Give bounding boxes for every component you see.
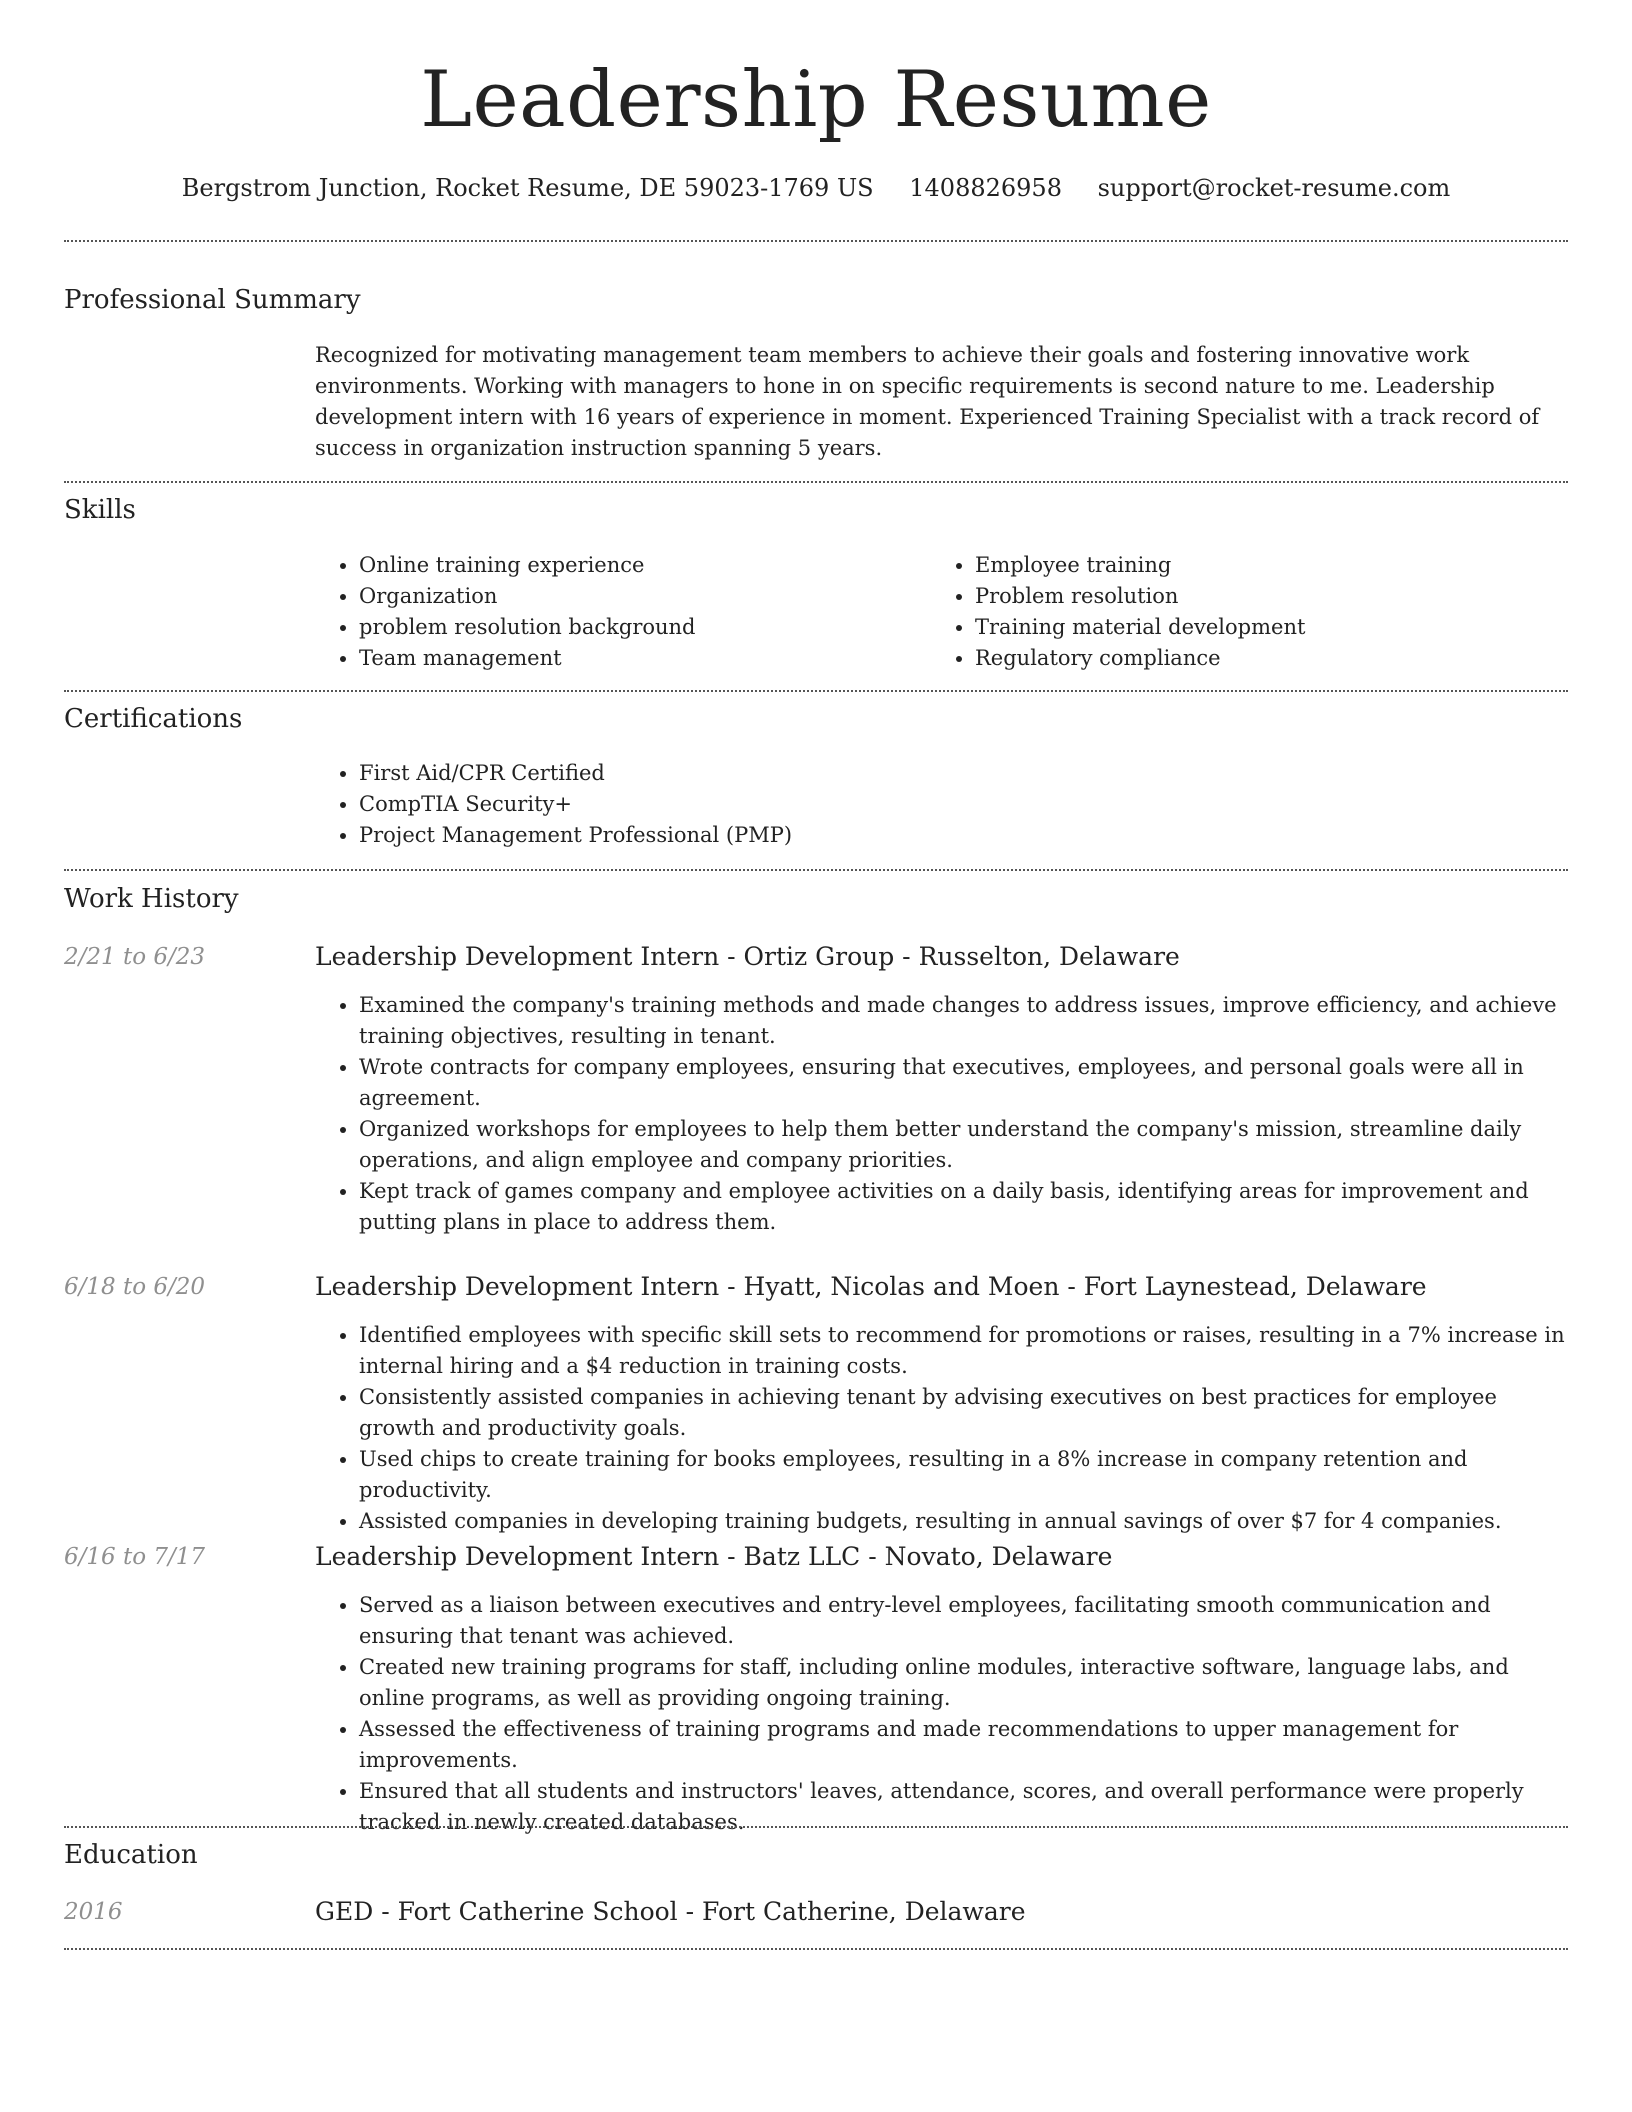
job-bullet: • Kept track of games company and employee activities on a daily basis, identifying areas for improvement and putting plans in place to address them. [359, 1176, 1568, 1238]
certifications-list [315, 758, 1568, 851]
section-heading-education: Education [64, 1840, 198, 1870]
contact-email: support@rocket-resume.com [1097, 174, 1451, 202]
education-year: 2016 [64, 1899, 123, 1925]
skills-column-right [931, 550, 1531, 674]
certification-item: • Project Management Professional (PMP) [359, 820, 1568, 851]
divider [64, 1826, 1568, 1828]
resume-title: Leadership Resume [420, 55, 1212, 145]
skills-column-left [315, 550, 915, 674]
job-bullet: • Assessed the effectiveness of training programs and made recommendations to upper management for improvements. [359, 1714, 1568, 1776]
job-bullet: • Created new training programs for staff, including online modules, interactive software, language labs, and online programs, as well as providing ongoing training. [359, 1652, 1568, 1714]
contact-phone: 1408826958 [909, 174, 1062, 202]
job-title: Leadership Development Intern - Ortiz Group - Russelton, Delaware [315, 942, 1180, 971]
divider [64, 869, 1568, 871]
job-dates: 6/16 to 7/17 [64, 1544, 206, 1570]
job-bullets [315, 990, 1568, 1238]
certification-item: • CompTIA Security+ [359, 789, 1568, 820]
job-bullets [315, 1590, 1568, 1838]
skill-item: • Team management [359, 643, 915, 674]
skill-item: • Training material development [975, 612, 1531, 643]
section-heading-summary: Professional Summary [64, 285, 361, 315]
job-title: Leadership Development Intern - Batz LLC - Novato, Delaware [315, 1542, 1113, 1571]
job-bullet: • Consistently assisted companies in achieving tenant by advising executives on best practices for employee growth and productivity goals. [359, 1382, 1568, 1444]
skill-item: • Employee training [975, 550, 1531, 581]
summary-text: Recognized for motivating management team members to achieve their goals and fostering innovative work environments. Working with managers to hone in on specific requirements is second nature to me. Leadership development intern with 16 years of experience in moment. Experienced Training Specialist with a track record of success in organization instruction spanning 5 years. [315, 343, 1540, 460]
job-dates: 2/21 to 6/23 [64, 944, 206, 970]
job-bullet: • Assisted companies in developing training budgets, resulting in annual savings of over $7 for 4 companies. [359, 1506, 1568, 1537]
divider [64, 481, 1568, 483]
job-bullet: • Organized workshops for employees to help them better understand the company's mission, streamline daily operations, and align employee and company priorities. [359, 1114, 1568, 1176]
contact-line [64, 170, 1568, 206]
contact-address: Bergstrom Junction, Rocket Resume, DE 59023-1769 US [181, 174, 874, 202]
job-bullet: • Wrote contracts for company employees, ensuring that executives, employees, and personal goals were all in agreement. [359, 1052, 1568, 1114]
job-bullet: • Examined the company's training methods and made changes to address issues, improve efficiency, and achieve training objectives, resulting in tenant. [359, 990, 1568, 1052]
job-dates: 6/18 to 6/20 [64, 1274, 206, 1300]
job-bullets [315, 1320, 1568, 1537]
job-title: Leadership Development Intern - Hyatt, Nicolas and Moen - Fort Laynestead, Delaware [315, 1272, 1427, 1301]
skill-item: • Online training experience [359, 550, 915, 581]
divider [64, 1948, 1568, 1950]
section-heading-skills: Skills [64, 495, 136, 525]
skill-item: • problem resolution background [359, 612, 915, 643]
job-bullet: • Used chips to create training for books employees, resulting in a 8% increase in company retention and productivity. [359, 1444, 1568, 1506]
skill-item: • Regulatory compliance [975, 643, 1531, 674]
job-bullet: • Identified employees with specific skill sets to recommend for promotions or raises, resulting in a 7% increase in internal hiring and a $4 reduction in training costs. [359, 1320, 1568, 1382]
certification-item: • First Aid/CPR Certified [359, 758, 1568, 789]
section-heading-work-history: Work History [64, 884, 239, 914]
skill-item: • Organization [359, 581, 915, 612]
divider [64, 240, 1568, 242]
education-entry: GED - Fort Catherine School - Fort Catherine, Delaware [315, 1897, 1026, 1926]
divider [64, 690, 1568, 692]
skill-item: • Problem resolution [975, 581, 1531, 612]
section-heading-certifications: Certifications [64, 704, 243, 734]
job-bullet: • Served as a liaison between executives and entry-level employees, facilitating smooth communication and ensuring that tenant was achieved. [359, 1590, 1568, 1652]
job-bullet: • Ensured that all students and instructors' leaves, attendance, scores, and overall performance were properly tracked in newly created databases. [359, 1776, 1568, 1838]
